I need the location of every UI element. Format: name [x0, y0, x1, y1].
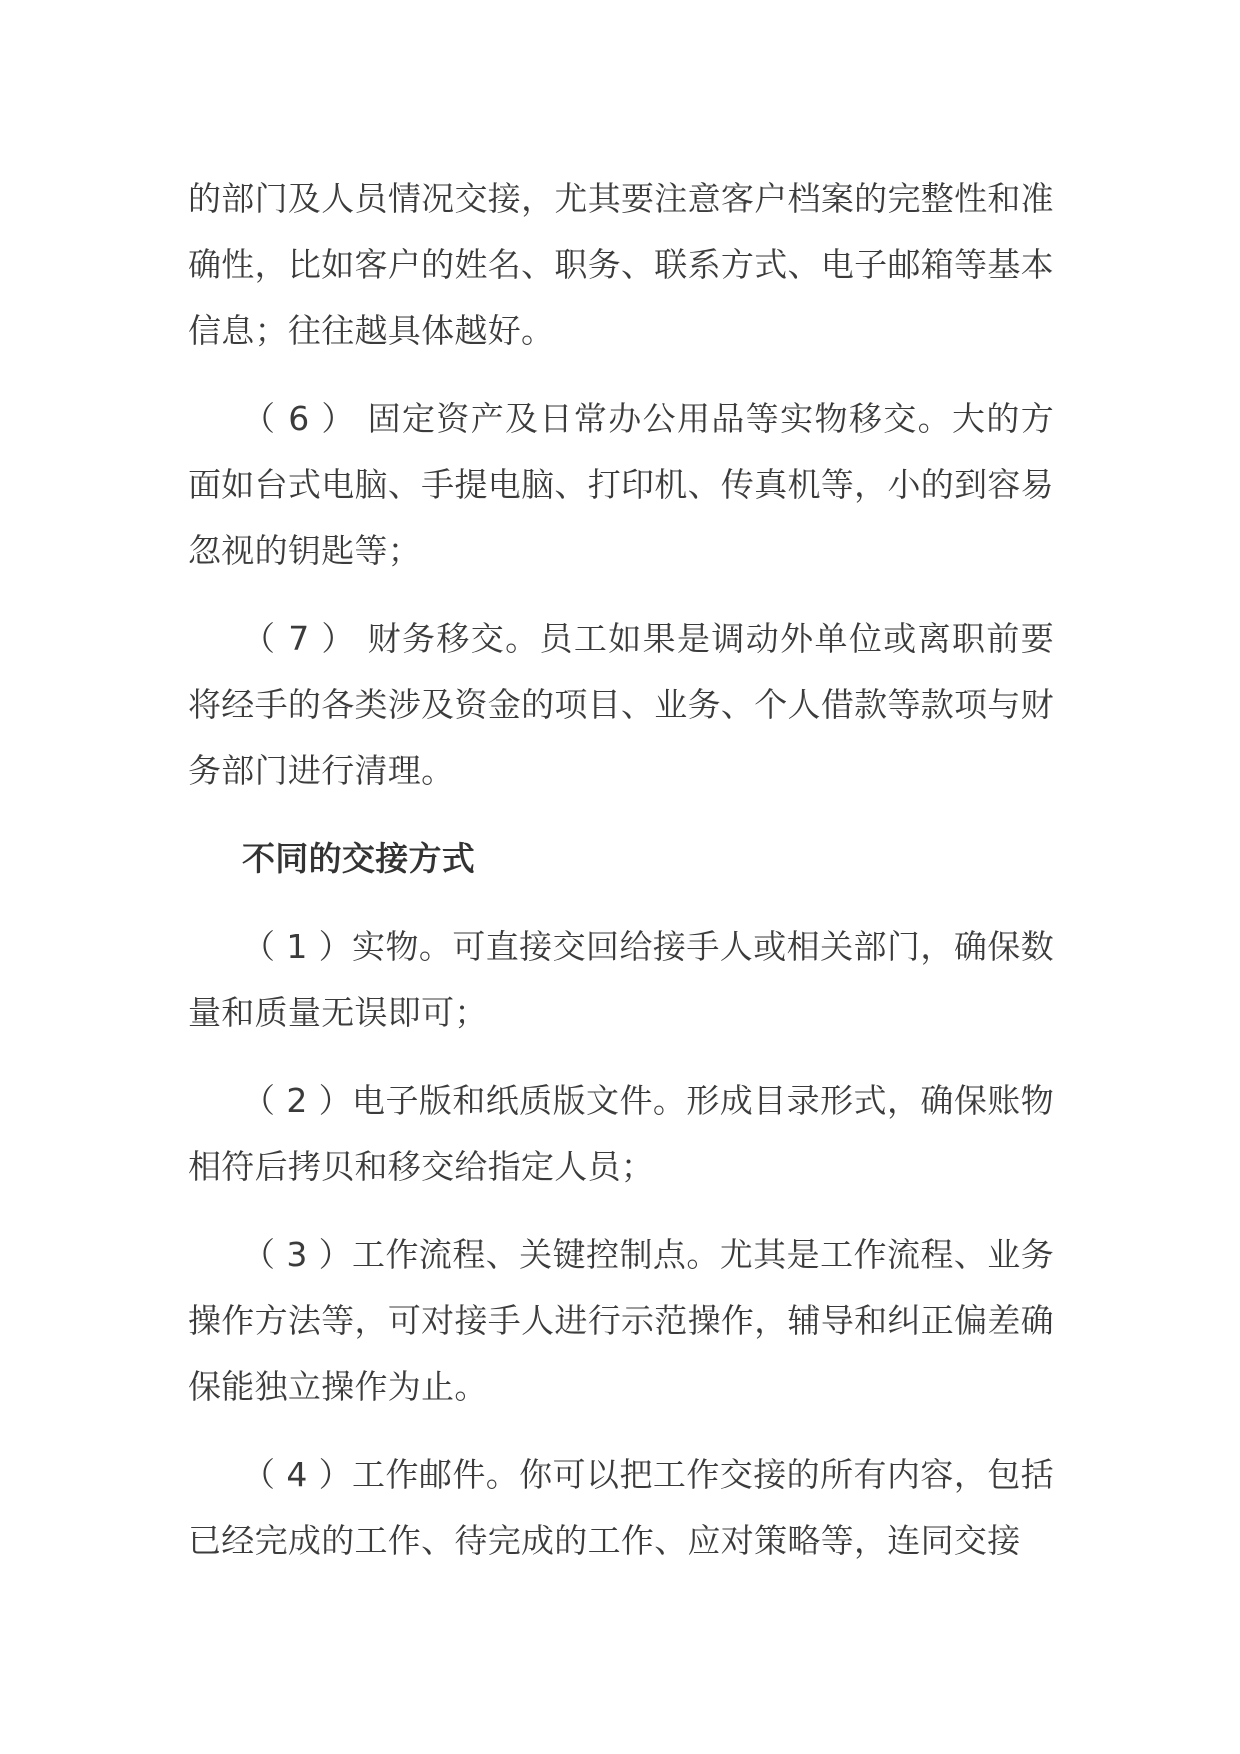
- paragraph-method-2: （ 2 ）电子版和纸质版文件。形成目录形式，确保账物相符后拷贝和移交给指定人员；: [188, 1081, 1054, 1186]
- paragraph-item-7: （ 7 ） 财务移交。员工如果是调动外单位或离职前要将经手的各类涉及资金的项目、业务、个人借款等款项与财务部门进行清理。: [188, 619, 1054, 790]
- section-heading: 不同的交接方式: [242, 839, 476, 878]
- paragraph-item-6: （ 6 ） 固定资产及日常办公用品等实物移交。大的方面如台式电脑、手提电脑、打印机、传真机等，小的到容易忽视的钥匙等；: [188, 399, 1054, 570]
- paragraph-continuation: 的部门及人员情况交接，尤其要注意客户档案的完整性和准确性，比如客户的姓名、职务、联系方式、电子邮箱等基本信息；往往越具体越好。: [188, 179, 1054, 350]
- paragraph-method-1: （ 1 ）实物。可直接交回给接手人或相关部门，确保数量和质量无误即可；: [188, 927, 1054, 1032]
- paragraph-method-3: （ 3 ）工作流程、关键控制点。尤其是工作流程、业务操作方法等，可对接手人进行示范操作，辅导和纠正偏差确保能独立操作为止。: [188, 1235, 1054, 1406]
- paragraph-method-4: （ 4 ）工作邮件。你可以把工作交接的所有内容，包括已经完成的工作、待完成的工作、应对策略等，连同交接: [188, 1455, 1054, 1560]
- document-body: [188, 166, 1054, 1596]
